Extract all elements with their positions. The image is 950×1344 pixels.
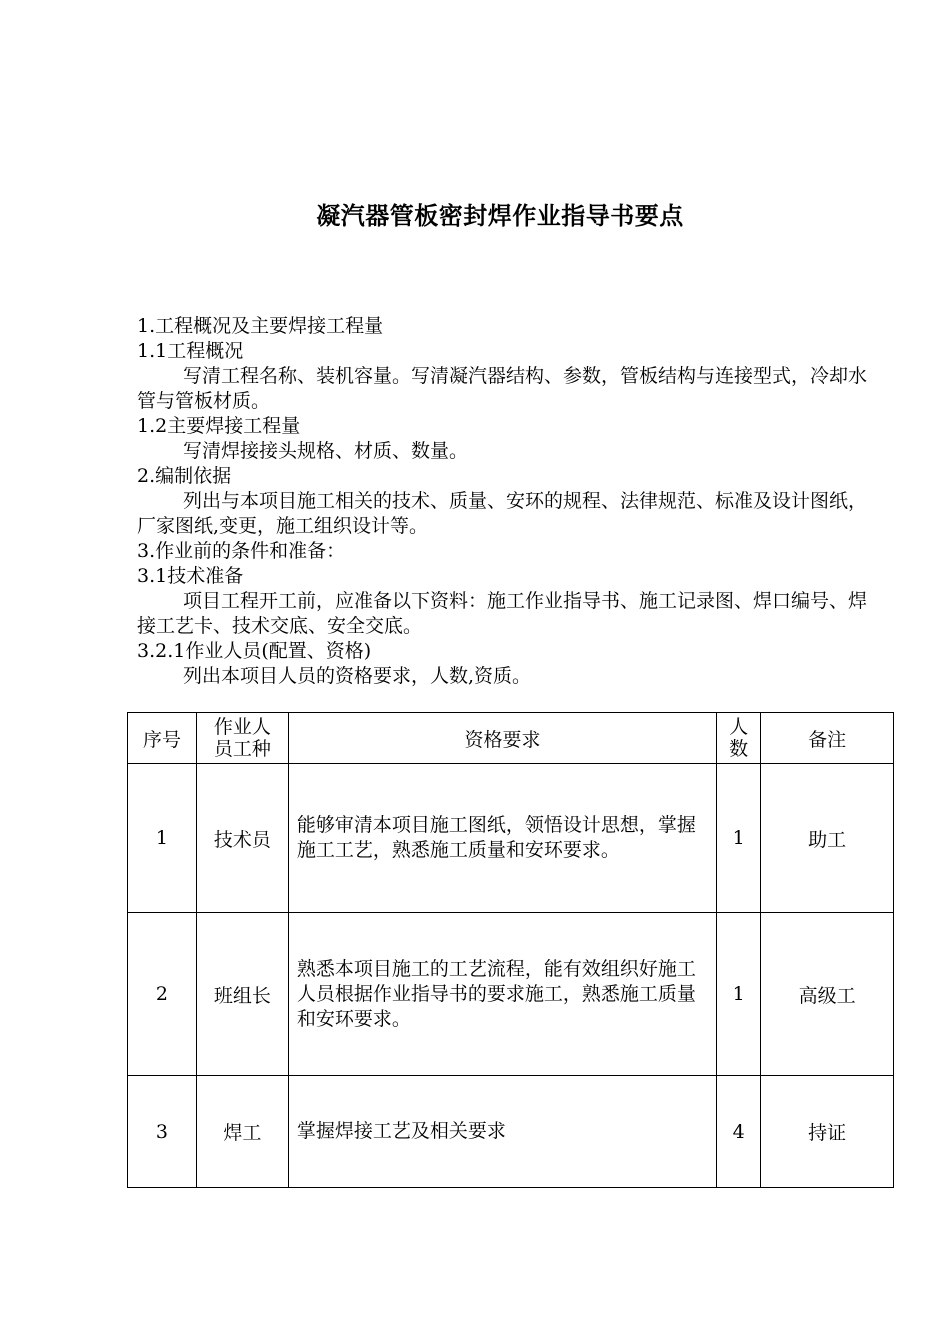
section-3-1-text: 项目工程开工前，应准备以下资料：施工作业指导书、施工记录图、焊口编号、焊接工艺卡、技术交底、安全交底。 [137, 590, 868, 637]
section-3-heading: 3.作业前的条件和准备： [137, 540, 346, 562]
section-1-1-heading: 1.1工程概况 [137, 340, 244, 362]
row-role: 班组长 [196, 913, 288, 1076]
row-note: 高级工 [761, 913, 894, 1076]
row-no: 3 [128, 1076, 197, 1188]
section-3-1-heading: 3.1技术准备 [137, 565, 244, 587]
row-requirements: 掌握焊接工艺及相关要求 [288, 1076, 716, 1188]
header-role-text: 作业人员工种 [213, 716, 271, 760]
row-count: 4 [717, 1076, 761, 1188]
section-1-2-heading: 1.2主要焊接工程量 [137, 415, 301, 437]
section-1-heading: 1.工程概况及主要焊接工程量 [137, 315, 384, 337]
row-note: 助工 [761, 764, 894, 913]
row-role: 焊工 [196, 1076, 288, 1188]
section-3-2-1-heading: 3.2.1作业人员(配置、资格) [137, 640, 372, 662]
row-count: 1 [717, 764, 761, 913]
row-no: 2 [128, 913, 197, 1076]
table-row [128, 764, 894, 913]
document-body [137, 314, 867, 689]
header-role [196, 713, 288, 764]
header-count [717, 713, 761, 764]
section-3-2-1-text: 列出本项目人员的资格要求，人数,资质。 [183, 665, 532, 687]
row-count: 1 [717, 913, 761, 1076]
header-note: 备注 [761, 713, 894, 764]
section-1-2-text: 写清焊接接头规格、材质、数量。 [183, 440, 469, 462]
staff-table [127, 712, 894, 1188]
section-1-1-text: 写清工程名称、装机容量。写清凝汽器结构、参数，管板结构与连接型式，冷却水管与管板材质。 [137, 365, 868, 412]
document-title: 凝汽器管板密封焊作业指导书要点 [316, 202, 684, 230]
table-header-row [128, 713, 894, 764]
row-no: 1 [128, 764, 197, 913]
row-note: 持证 [761, 1076, 894, 1188]
header-count-text: 人数 [729, 716, 749, 760]
header-no: 序号 [128, 713, 197, 764]
table-row [128, 1076, 894, 1188]
row-role: 技术员 [196, 764, 288, 913]
row-requirements: 熟悉本项目施工的工艺流程，能有效组织好施工人员根据作业指导书的要求施工，熟悉施工质量和安环要求。 [288, 913, 716, 1076]
section-2-text: 列出与本项目施工相关的技术、质量、安环的规程、法律规范、标准及设计图纸，厂家图纸,变更，施工组织设计等。 [137, 490, 868, 537]
section-2-heading: 2.编制依据 [137, 465, 232, 487]
header-requirements: 资格要求 [288, 713, 716, 764]
row-requirements: 能够审清本项目施工图纸，领悟设计思想，掌握施工工艺，熟悉施工质量和安环要求。 [288, 764, 716, 913]
table-row [128, 913, 894, 1076]
